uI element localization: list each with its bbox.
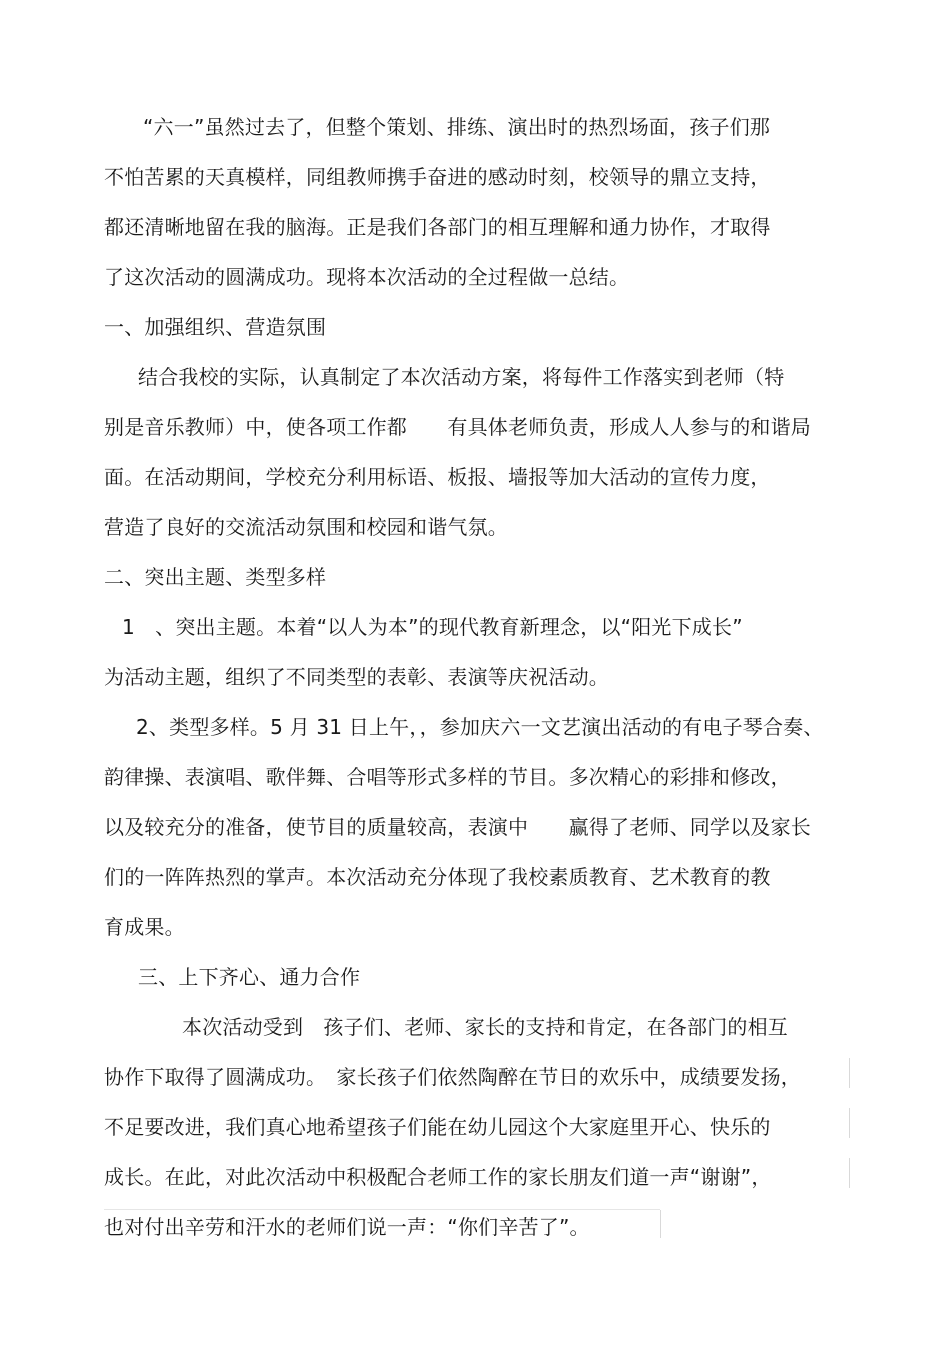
margin-artifact-rule — [104, 1209, 660, 1210]
para-intro-line-4: 了这次活动的圆满成功。现将本次活动的全过程做一总结。 — [104, 265, 630, 289]
para-intro-line-1: “六一”虽然过去了，但整个策划、排练、演出时的热烈场面，孩子们那 — [143, 115, 771, 139]
margin-artifact-bar — [849, 1108, 850, 1138]
para-intro-line-2: 不怕苦累的天真模样，同组教师携手奋进的感动时刻，校领导的鼎立支持， — [104, 165, 771, 189]
para-section2-item1-line-1: 1 、突出主题。本着“以人为本”的现代教育新理念，以“阳光下成长” — [122, 615, 743, 639]
para-section1-line-3: 面。在活动期间，学校充分利用标语、板报、墙报等加大活动的宣传力度， — [104, 465, 771, 489]
margin-artifact-bar — [660, 1210, 661, 1238]
para-intro-line-3: 都还清晰地留在我的脑海。正是我们各部门的相互理解和通力协作，才取得 — [104, 215, 771, 239]
para-section2-item2-line-2: 韵律操、表演唱、歌伴舞、合唱等形式多样的节目。多次精心的彩排和修改， — [104, 765, 791, 789]
section-heading-3: 三、上下齐心、通力合作 — [138, 965, 361, 989]
para-section3-line-2: 协作下取得了圆满成功。 家长孩子们依然陶醉在节日的欢乐中，成绩要发扬， — [104, 1065, 801, 1089]
para-section2-item2-line-5: 育成果。 — [104, 915, 185, 939]
section-heading-1: 一、加强组织、营造氛围 — [104, 315, 327, 339]
para-section2-item2-line-1: 2、类型多样。5 月 31 日上午，，参加庆六一文艺演出活动的有电子琴合奏、 — [136, 715, 824, 739]
para-section2-item2-line-3: 以及较充分的准备，使节目的质量较高，表演中 赢得了老师、同学以及家长 — [104, 815, 811, 839]
margin-artifact-bar — [849, 1158, 850, 1188]
para-section3-line-1: 本次活动受到 孩子们、老师、家长的支持和肯定，在各部门的相互 — [182, 1015, 788, 1039]
para-section3-line-5: 也对付出辛劳和汗水的老师们说一声：“你们辛苦了”。 — [104, 1215, 590, 1239]
para-section3-line-4: 成长。在此，对此次活动中积极配合老师工作的家长朋友们道一声“谢谢”， — [104, 1165, 772, 1189]
margin-artifact-bar — [849, 1058, 850, 1088]
para-section2-item1-line-2: 为活动主题，组织了不同类型的表彰、表演等庆祝活动。 — [104, 665, 609, 689]
para-section1-line-1: 结合我校的实际，认真制定了本次活动方案，将每件工作落实到老师（特 — [138, 365, 785, 389]
para-section3-line-3: 不足要改进，我们真心地希望孩子们能在幼儿园这个大家庭里开心、快乐的 — [104, 1115, 771, 1139]
section-heading-2: 二、突出主题、类型多样 — [104, 565, 327, 589]
para-section1-line-4: 营造了良好的交流活动氛围和校园和谐气氛。 — [104, 515, 508, 539]
para-section2-item2-line-4: 们的一阵阵热烈的掌声。本次活动充分体现了我校素质教育、艺术教育的教 — [104, 865, 771, 889]
para-section1-line-2: 别是音乐教师）中，使各项工作都 有具体老师负责，形成人人参与的和谐局 — [104, 415, 811, 439]
